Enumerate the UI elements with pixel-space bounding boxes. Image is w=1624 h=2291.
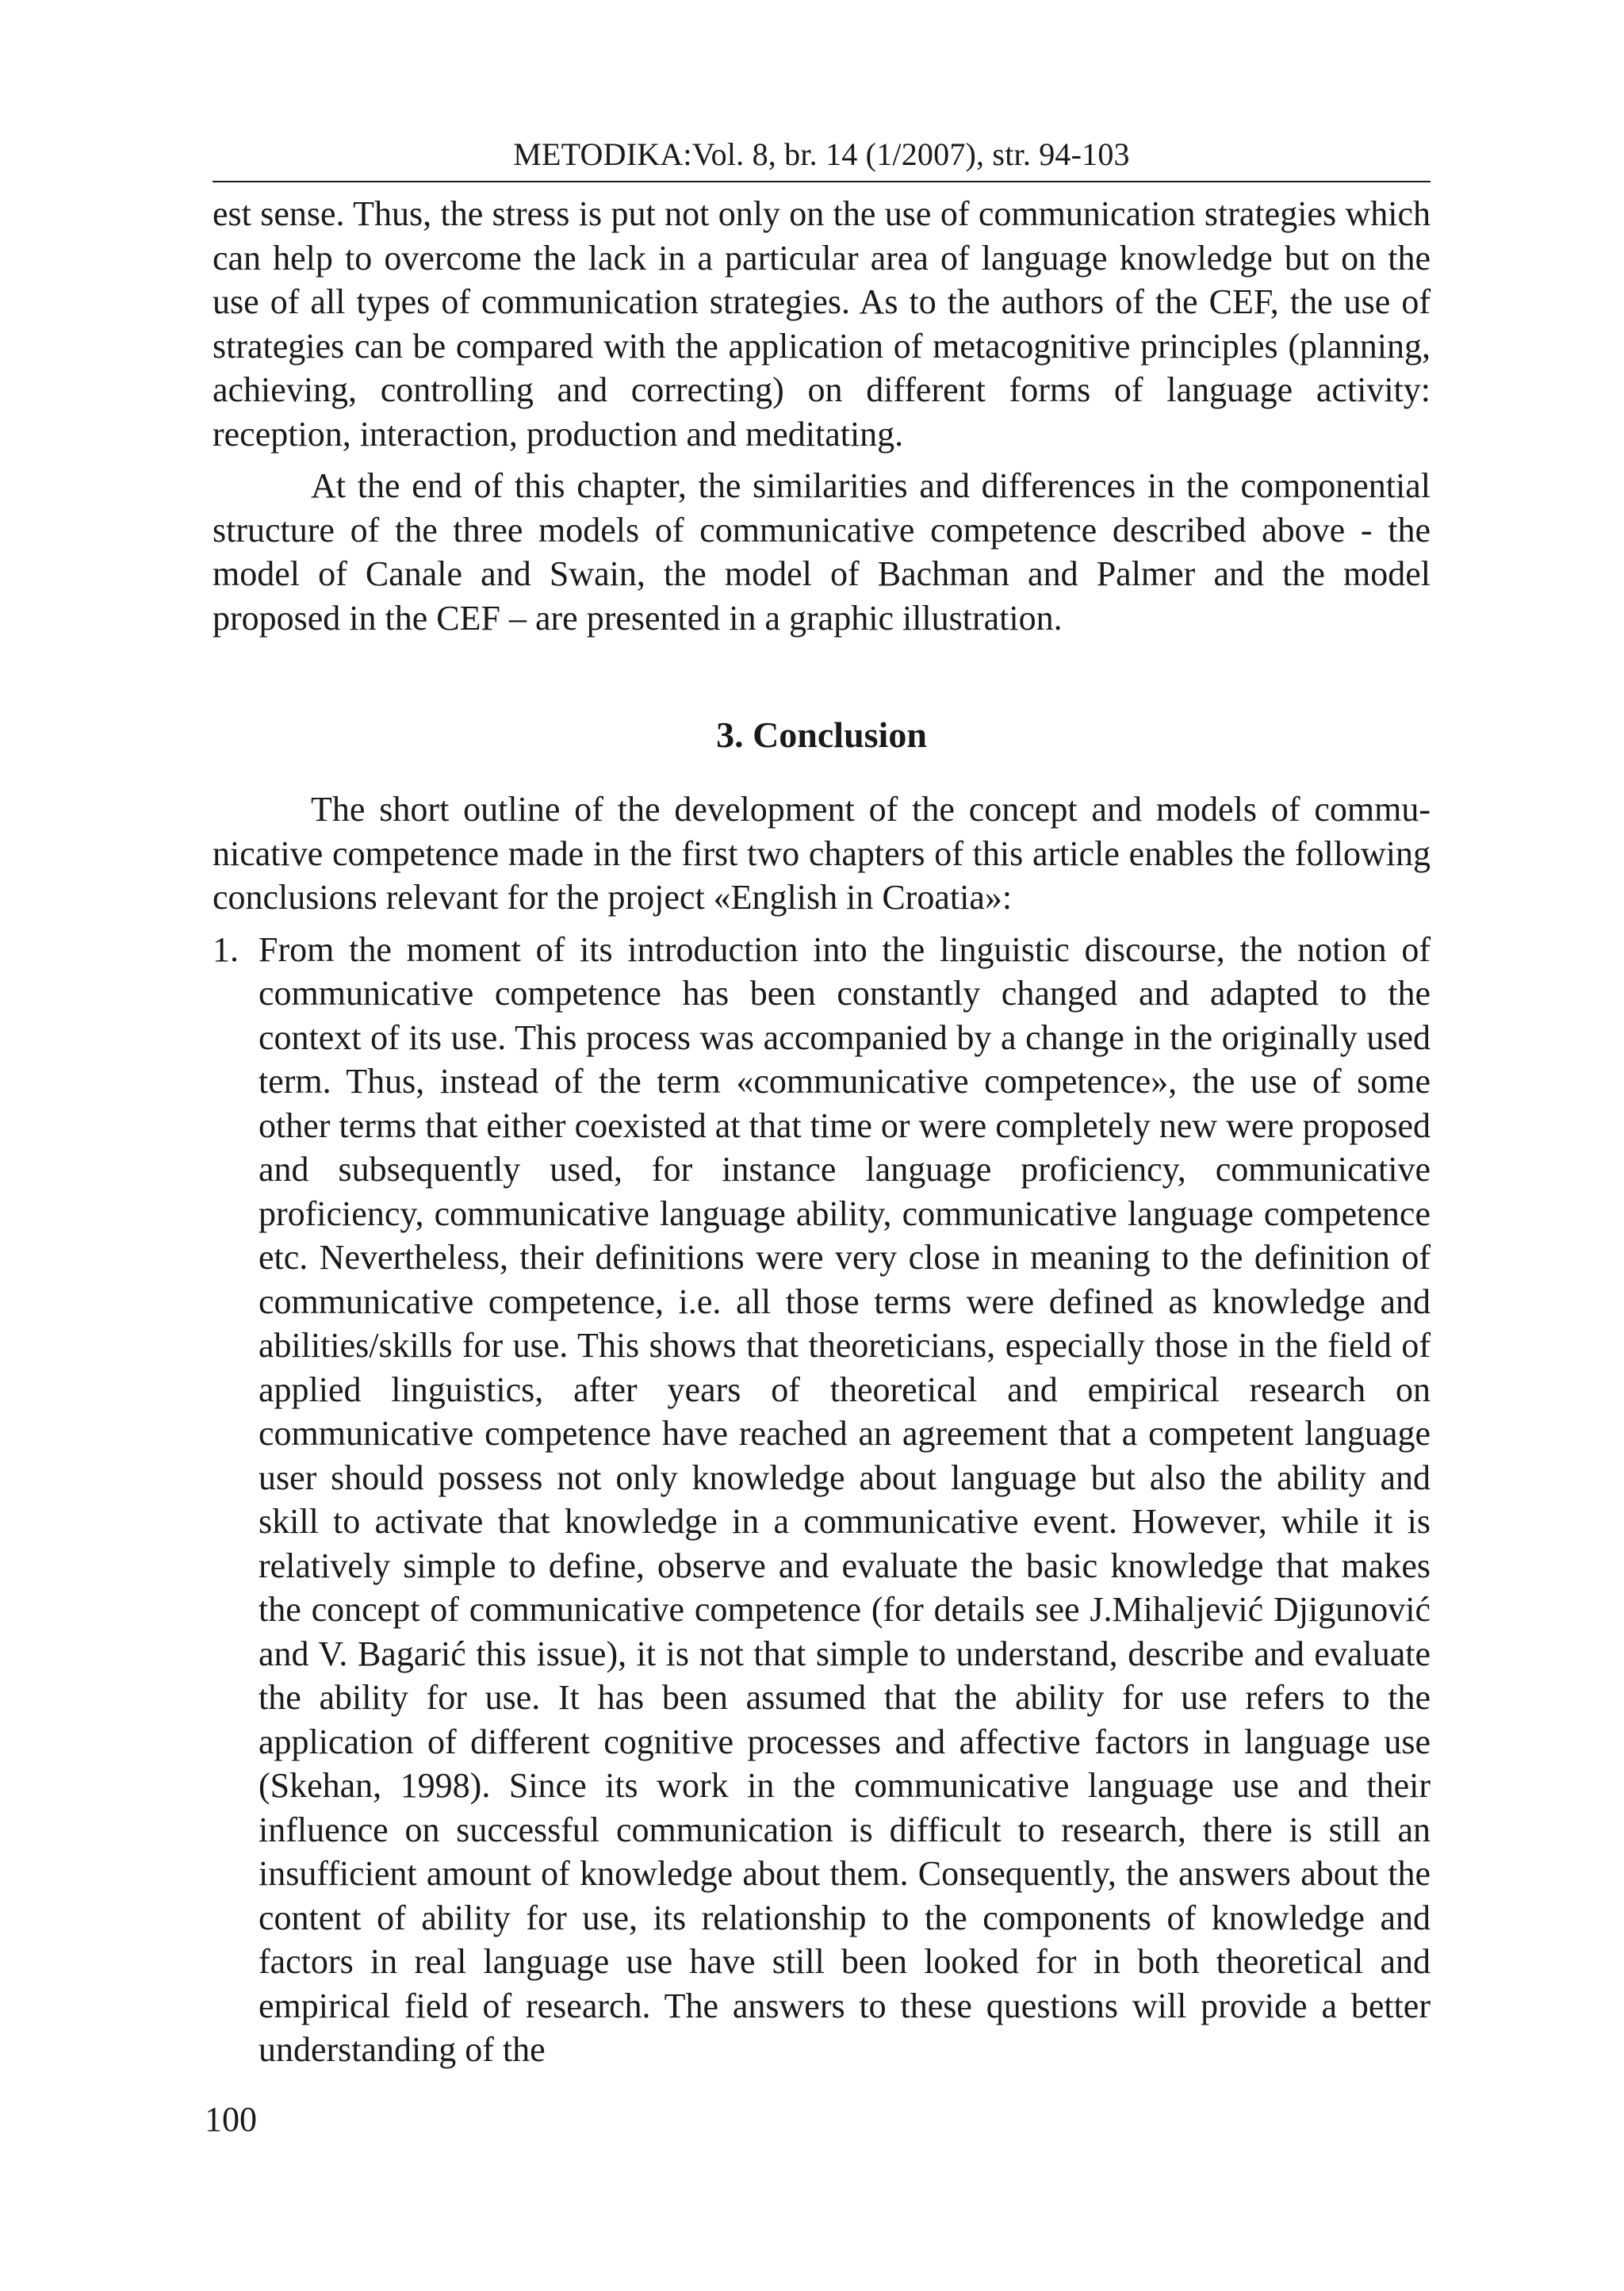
paragraph-end-of-chapter: At the end of this chapter, the similarities and differences in the componential structure of the three models of communicative competence described above - the model of Canale and Swain, the model of Bachman and Palmer and the model proposed in the CEF – are presented in a graphic illustration. [213, 466, 1431, 638]
list-item-text: From the moment of its introduction into the linguistic discourse, the notion of communicative competence has been constantly changed and adapted to the context of its use. This process was accompanied by a change in the originally used term. Thus, instead of the term «communicative competence», the use of some other terms that either coexisted at that time or were completely new were proposed and subsequently used, for instance language proficiency, communicative proficiency, communicative language ability, communicative language competence etc. Nevertheless, their definitions were very close in meaning to the definition of communicative competence, i.e. all those terms were defined as knowledge and abilities/skills for use. This shows that theoreticians, especially those in the field of applied linguistics, after years of theoretical and empirical research on communicative competence have reached an agreement that a competent language user should possess not only knowledge about language but also the ability and skill to activate that knowledge in a communicative event. However, while it is relatively simple to define, observe and evaluate the basic knowledge that makes the concept of communicative competence (for details see J.Mihaljević Djigunović and V. Bagarić this issue), it is not that simple to understand, describe and evaluate the ability for use. It has been assumed that the ability for use refers to the application of different cognitive processes and affective factors in language use (Skehan, 1998). Since its work in the communicative language use and their influence on successful communication is difficult to research, there is still an insufficient amount of knowledge about them. Consequently, the answers about the content of ability for use, its relationship to the components of knowledge and factors in real language use have still been looked for in both theoretical and empirical field of research. The answers to these questions will provide a better understanding of the [259, 929, 1431, 2069]
page-number: 100 [205, 2100, 257, 2139]
numbered-list-item [213, 928, 1431, 2072]
running-head: METODIKA:Vol. 8, br. 14 (1/2007), str. 94-103 [213, 135, 1431, 182]
section-heading: 3. Conclusion [716, 715, 927, 755]
section-intro-paragraph: The short outline of the development of the concept and models of communicative competence made in the first two chapters of this article enables the following conclusions relevant for the project «English in Croatia»: [213, 790, 1431, 917]
page-content [213, 135, 1431, 2072]
list-item-number: 1. [213, 929, 239, 969]
paragraph-continued: est sense. Thus, the stress is put not only on the use of communication strategies which can help to overcome the lack in a particular area of language knowledge but on the use of all types of communication strategies. As to the authors of the CEF, the use of strategies can be compared with the application of metacognitive principles (planning, achieving, controlling and correcting) on different forms of language activity: reception, interaction, production and meditating. [213, 194, 1431, 454]
